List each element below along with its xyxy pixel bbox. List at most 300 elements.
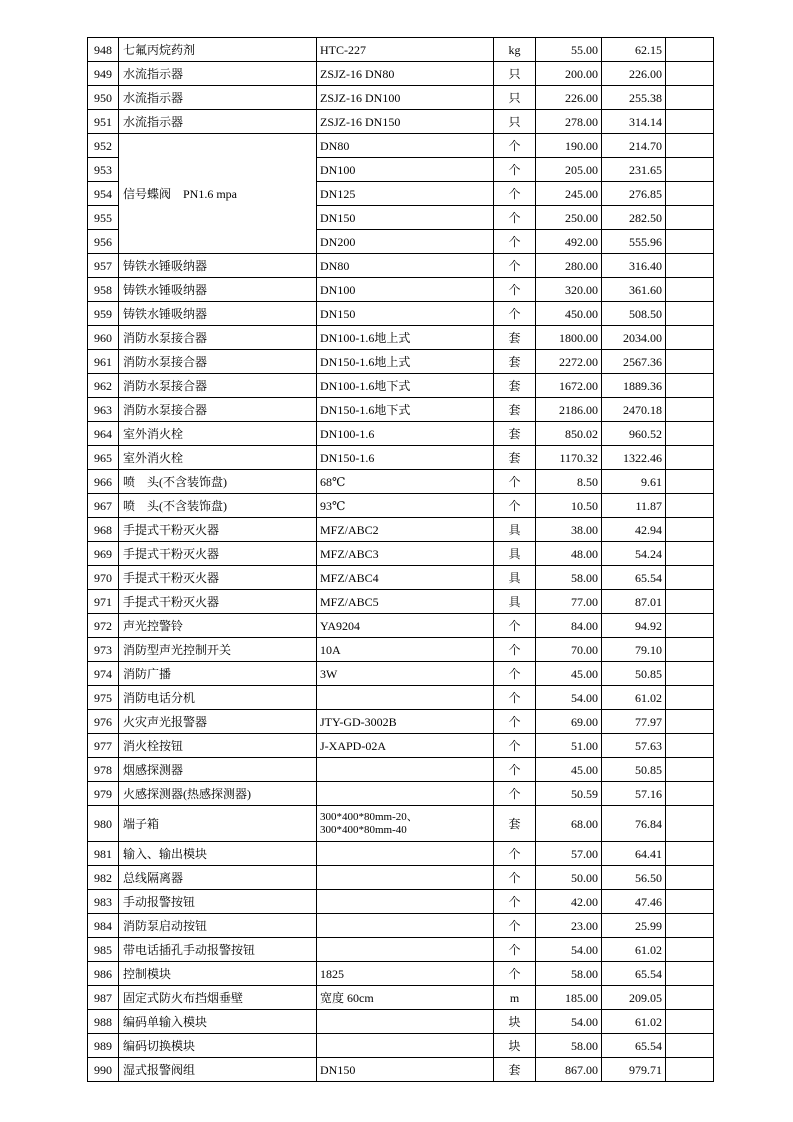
item-name: 消防电话分机 [119, 686, 317, 710]
item-name: 室外消火栓 [119, 446, 317, 470]
row-number: 960 [88, 326, 119, 350]
item-spec: DN150-1.6 [317, 446, 494, 470]
item-price: 45.00 [536, 758, 602, 782]
item-price: 200.00 [536, 62, 602, 86]
empty-cell [666, 158, 714, 182]
empty-cell [666, 422, 714, 446]
empty-cell [666, 842, 714, 866]
row-number: 949 [88, 62, 119, 86]
item-name: 带电话插孔手动报警按钮 [119, 938, 317, 962]
item-price-with-tax: 47.46 [602, 890, 666, 914]
item-price-with-tax: 77.97 [602, 710, 666, 734]
row-number: 969 [88, 542, 119, 566]
empty-cell [666, 134, 714, 158]
item-price-with-tax: 2470.18 [602, 398, 666, 422]
table-row [88, 470, 714, 494]
item-unit: 个 [494, 470, 536, 494]
item-name: 消防水泵接合器 [119, 350, 317, 374]
item-price: 45.00 [536, 662, 602, 686]
item-price-with-tax: 50.85 [602, 662, 666, 686]
row-number: 957 [88, 254, 119, 278]
row-number: 976 [88, 710, 119, 734]
item-price-with-tax: 979.71 [602, 1058, 666, 1082]
table-row [88, 686, 714, 710]
item-spec: MFZ/ABC2 [317, 518, 494, 542]
empty-cell [666, 962, 714, 986]
item-spec: 3W [317, 662, 494, 686]
item-spec: 宽度 60cm [317, 986, 494, 1010]
row-number: 964 [88, 422, 119, 446]
row-number: 974 [88, 662, 119, 686]
item-price: 10.50 [536, 494, 602, 518]
item-price: 54.00 [536, 1010, 602, 1034]
item-name: 手提式干粉灭火器 [119, 518, 317, 542]
item-price: 867.00 [536, 1058, 602, 1082]
item-spec: J-XAPD-02A [317, 734, 494, 758]
item-name: 室外消火栓 [119, 422, 317, 446]
empty-cell [666, 278, 714, 302]
item-unit: 个 [494, 758, 536, 782]
row-number: 982 [88, 866, 119, 890]
empty-cell [666, 110, 714, 134]
item-price: 70.00 [536, 638, 602, 662]
item-spec [317, 1010, 494, 1034]
item-unit: 个 [494, 662, 536, 686]
item-price: 68.00 [536, 806, 602, 842]
table-row [88, 1058, 714, 1082]
item-name: 手提式干粉灭火器 [119, 590, 317, 614]
empty-cell [666, 374, 714, 398]
empty-cell [666, 62, 714, 86]
item-name: 消防水泵接合器 [119, 398, 317, 422]
row-number: 977 [88, 734, 119, 758]
table-row [88, 398, 714, 422]
item-price: 320.00 [536, 278, 602, 302]
table-row [88, 326, 714, 350]
item-name: 火感探测器(热感探测器) [119, 782, 317, 806]
item-price-with-tax: 42.94 [602, 518, 666, 542]
item-spec: DN150-1.6地上式 [317, 350, 494, 374]
row-number: 966 [88, 470, 119, 494]
item-spec [317, 758, 494, 782]
table-row [88, 986, 714, 1010]
row-number: 990 [88, 1058, 119, 1082]
item-name: 铸铁水锤吸纳器 [119, 302, 317, 326]
item-price-with-tax: 65.54 [602, 1034, 666, 1058]
row-number: 952 [88, 134, 119, 158]
item-name: 铸铁水锤吸纳器 [119, 254, 317, 278]
item-price: 2272.00 [536, 350, 602, 374]
table-row [88, 374, 714, 398]
table-row [88, 254, 714, 278]
empty-cell [666, 38, 714, 62]
price-table-body [88, 38, 714, 1082]
item-spec [317, 890, 494, 914]
item-spec [317, 914, 494, 938]
item-unit: 个 [494, 914, 536, 938]
item-spec: 93℃ [317, 494, 494, 518]
item-price-with-tax: 2034.00 [602, 326, 666, 350]
item-price: 58.00 [536, 1034, 602, 1058]
row-number: 953 [88, 158, 119, 182]
item-spec: DN150 [317, 206, 494, 230]
table-row [88, 806, 714, 842]
row-number: 956 [88, 230, 119, 254]
item-price-with-tax: 57.16 [602, 782, 666, 806]
empty-cell [666, 734, 714, 758]
item-price: 50.00 [536, 866, 602, 890]
table-row [88, 302, 714, 326]
item-unit: 只 [494, 110, 536, 134]
item-price-with-tax: 361.60 [602, 278, 666, 302]
table-row [88, 734, 714, 758]
item-unit: 个 [494, 890, 536, 914]
item-name: 输入、输出模块 [119, 842, 317, 866]
table-row [88, 134, 714, 158]
item-price-with-tax: 50.85 [602, 758, 666, 782]
item-name: 声光控警铃 [119, 614, 317, 638]
item-spec: MFZ/ABC3 [317, 542, 494, 566]
item-unit: 具 [494, 590, 536, 614]
empty-cell [666, 518, 714, 542]
row-number: 979 [88, 782, 119, 806]
item-name: 湿式报警阀组 [119, 1058, 317, 1082]
item-name: 编码切换模块 [119, 1034, 317, 1058]
empty-cell [666, 182, 714, 206]
item-price-with-tax: 314.14 [602, 110, 666, 134]
row-number: 988 [88, 1010, 119, 1034]
row-number: 980 [88, 806, 119, 842]
item-spec: DN200 [317, 230, 494, 254]
table-row [88, 842, 714, 866]
item-price-with-tax: 9.61 [602, 470, 666, 494]
table-row [88, 86, 714, 110]
table-row [88, 914, 714, 938]
item-spec [317, 866, 494, 890]
row-number: 962 [88, 374, 119, 398]
item-price: 58.00 [536, 566, 602, 590]
item-price: 54.00 [536, 686, 602, 710]
item-unit: 套 [494, 806, 536, 842]
empty-cell [666, 350, 714, 374]
item-unit: 个 [494, 302, 536, 326]
item-name: 消防广播 [119, 662, 317, 686]
row-number: 986 [88, 962, 119, 986]
item-price-with-tax: 209.05 [602, 986, 666, 1010]
empty-cell [666, 782, 714, 806]
item-price: 450.00 [536, 302, 602, 326]
row-number: 965 [88, 446, 119, 470]
item-price-with-tax: 61.02 [602, 1010, 666, 1034]
item-price: 69.00 [536, 710, 602, 734]
table-row [88, 710, 714, 734]
item-name: 烟感探测器 [119, 758, 317, 782]
item-price: 185.00 [536, 986, 602, 1010]
item-unit: 个 [494, 842, 536, 866]
table-row [88, 542, 714, 566]
item-unit: 个 [494, 782, 536, 806]
item-spec: DN100-1.6 [317, 422, 494, 446]
item-name: 消防泵启动按钮 [119, 914, 317, 938]
row-number: 951 [88, 110, 119, 134]
item-unit: kg [494, 38, 536, 62]
item-name: 火灾声光报警器 [119, 710, 317, 734]
item-unit: 套 [494, 1058, 536, 1082]
empty-cell [666, 230, 714, 254]
item-spec: 68℃ [317, 470, 494, 494]
table-row [88, 350, 714, 374]
empty-cell [666, 662, 714, 686]
item-spec: 10A [317, 638, 494, 662]
row-number: 955 [88, 206, 119, 230]
item-name: 水流指示器 [119, 62, 317, 86]
empty-cell [666, 866, 714, 890]
item-spec: DN100 [317, 158, 494, 182]
item-price: 57.00 [536, 842, 602, 866]
item-spec: MFZ/ABC4 [317, 566, 494, 590]
item-price-with-tax: 61.02 [602, 686, 666, 710]
item-spec: YA9204 [317, 614, 494, 638]
item-spec [317, 782, 494, 806]
item-price-with-tax: 508.50 [602, 302, 666, 326]
empty-cell [666, 1034, 714, 1058]
item-unit: 个 [494, 686, 536, 710]
item-price-with-tax: 79.10 [602, 638, 666, 662]
item-spec: DN100 [317, 278, 494, 302]
empty-cell [666, 494, 714, 518]
item-price-with-tax: 64.41 [602, 842, 666, 866]
item-spec [317, 938, 494, 962]
item-price: 2186.00 [536, 398, 602, 422]
empty-cell [666, 254, 714, 278]
item-price: 8.50 [536, 470, 602, 494]
item-spec: HTC-227 [317, 38, 494, 62]
table-row [88, 1034, 714, 1058]
item-unit: 个 [494, 614, 536, 638]
item-price-with-tax: 62.15 [602, 38, 666, 62]
item-unit: 具 [494, 566, 536, 590]
item-price-with-tax: 76.84 [602, 806, 666, 842]
item-unit: 套 [494, 446, 536, 470]
item-unit: 套 [494, 326, 536, 350]
item-unit: 块 [494, 1034, 536, 1058]
price-table [87, 37, 714, 1082]
item-unit: 个 [494, 206, 536, 230]
empty-cell [666, 758, 714, 782]
item-spec: DN150 [317, 302, 494, 326]
item-spec: DN100-1.6地上式 [317, 326, 494, 350]
item-price: 58.00 [536, 962, 602, 986]
item-name: 水流指示器 [119, 110, 317, 134]
item-spec: DN80 [317, 254, 494, 278]
item-price: 850.02 [536, 422, 602, 446]
row-number: 948 [88, 38, 119, 62]
item-price-with-tax: 960.52 [602, 422, 666, 446]
empty-cell [666, 614, 714, 638]
item-unit: 套 [494, 350, 536, 374]
item-price-with-tax: 316.40 [602, 254, 666, 278]
empty-cell [666, 1058, 714, 1082]
table-row [88, 890, 714, 914]
item-unit: 套 [494, 398, 536, 422]
item-price: 280.00 [536, 254, 602, 278]
empty-cell [666, 302, 714, 326]
row-number: 961 [88, 350, 119, 374]
item-name: 铸铁水锤吸纳器 [119, 278, 317, 302]
item-name: 消火栓按钮 [119, 734, 317, 758]
item-name: 喷 头(不含装饰盘) [119, 494, 317, 518]
item-unit: m [494, 986, 536, 1010]
row-number: 978 [88, 758, 119, 782]
item-price-with-tax: 1322.46 [602, 446, 666, 470]
item-unit: 个 [494, 494, 536, 518]
item-name: 喷 头(不含装饰盘) [119, 470, 317, 494]
item-unit: 具 [494, 542, 536, 566]
item-price: 1170.32 [536, 446, 602, 470]
item-price: 250.00 [536, 206, 602, 230]
table-row [88, 638, 714, 662]
empty-cell [666, 398, 714, 422]
table-row [88, 962, 714, 986]
empty-cell [666, 638, 714, 662]
item-spec [317, 842, 494, 866]
item-price: 1672.00 [536, 374, 602, 398]
item-name: 消防水泵接合器 [119, 374, 317, 398]
table-row [88, 938, 714, 962]
item-unit: 个 [494, 638, 536, 662]
item-unit: 个 [494, 866, 536, 890]
row-number: 981 [88, 842, 119, 866]
table-row [88, 866, 714, 890]
item-price: 190.00 [536, 134, 602, 158]
empty-cell [666, 938, 714, 962]
item-price-with-tax: 25.99 [602, 914, 666, 938]
item-price-with-tax: 1889.36 [602, 374, 666, 398]
row-number: 971 [88, 590, 119, 614]
row-number: 989 [88, 1034, 119, 1058]
item-price: 55.00 [536, 38, 602, 62]
row-number: 975 [88, 686, 119, 710]
row-number: 984 [88, 914, 119, 938]
empty-cell [666, 914, 714, 938]
item-price-with-tax: 87.01 [602, 590, 666, 614]
item-price-with-tax: 11.87 [602, 494, 666, 518]
item-unit: 个 [494, 734, 536, 758]
empty-cell [666, 542, 714, 566]
item-price-with-tax: 214.70 [602, 134, 666, 158]
item-name: 手动报警按钮 [119, 890, 317, 914]
item-price-with-tax: 54.24 [602, 542, 666, 566]
table-row [88, 758, 714, 782]
table-row [88, 110, 714, 134]
item-price-with-tax: 65.54 [602, 962, 666, 986]
item-name: 七氟丙烷药剂 [119, 38, 317, 62]
empty-cell [666, 590, 714, 614]
item-name: 控制模块 [119, 962, 317, 986]
item-unit: 只 [494, 86, 536, 110]
item-name: 信号蝶阀 PN1.6 mpa [119, 134, 317, 254]
item-price-with-tax: 61.02 [602, 938, 666, 962]
item-name: 编码单输入模块 [119, 1010, 317, 1034]
item-unit: 只 [494, 62, 536, 86]
table-row [88, 518, 714, 542]
empty-cell [666, 1010, 714, 1034]
item-spec: DN100-1.6地下式 [317, 374, 494, 398]
row-number: 958 [88, 278, 119, 302]
item-unit: 个 [494, 254, 536, 278]
item-spec [317, 686, 494, 710]
item-price: 54.00 [536, 938, 602, 962]
item-price: 38.00 [536, 518, 602, 542]
item-spec: DN125 [317, 182, 494, 206]
table-row [88, 422, 714, 446]
item-name: 手提式干粉灭火器 [119, 542, 317, 566]
item-price: 50.59 [536, 782, 602, 806]
item-price: 205.00 [536, 158, 602, 182]
item-unit: 块 [494, 1010, 536, 1034]
table-row [88, 566, 714, 590]
item-unit: 个 [494, 134, 536, 158]
table-row [88, 614, 714, 638]
item-name: 总线隔离器 [119, 866, 317, 890]
empty-cell [666, 326, 714, 350]
item-price-with-tax: 282.50 [602, 206, 666, 230]
row-number: 983 [88, 890, 119, 914]
item-unit: 具 [494, 518, 536, 542]
item-price-with-tax: 555.96 [602, 230, 666, 254]
item-price: 226.00 [536, 86, 602, 110]
row-number: 985 [88, 938, 119, 962]
table-row [88, 62, 714, 86]
empty-cell [666, 206, 714, 230]
table-row [88, 38, 714, 62]
empty-cell [666, 686, 714, 710]
item-price-with-tax: 276.85 [602, 182, 666, 206]
item-price-with-tax: 65.54 [602, 566, 666, 590]
item-spec: MFZ/ABC5 [317, 590, 494, 614]
item-price: 77.00 [536, 590, 602, 614]
table-row [88, 278, 714, 302]
item-spec: 300*400*80mm-20、 300*400*80mm-40 [317, 806, 494, 842]
item-spec: ZSJZ-16 DN80 [317, 62, 494, 86]
empty-cell [666, 86, 714, 110]
item-price: 51.00 [536, 734, 602, 758]
empty-cell [666, 986, 714, 1010]
item-spec: DN150-1.6地下式 [317, 398, 494, 422]
empty-cell [666, 710, 714, 734]
item-unit: 套 [494, 374, 536, 398]
item-name: 水流指示器 [119, 86, 317, 110]
item-unit: 个 [494, 230, 536, 254]
item-spec: DN150 [317, 1058, 494, 1082]
table-row [88, 446, 714, 470]
item-spec [317, 1034, 494, 1058]
item-unit: 个 [494, 278, 536, 302]
item-price: 245.00 [536, 182, 602, 206]
item-unit: 个 [494, 182, 536, 206]
item-unit: 个 [494, 962, 536, 986]
table-row [88, 1010, 714, 1034]
row-number: 959 [88, 302, 119, 326]
empty-cell [666, 566, 714, 590]
item-name: 手提式干粉灭火器 [119, 566, 317, 590]
item-spec: ZSJZ-16 DN100 [317, 86, 494, 110]
row-number: 987 [88, 986, 119, 1010]
item-name: 端子箱 [119, 806, 317, 842]
row-number: 972 [88, 614, 119, 638]
item-unit: 个 [494, 158, 536, 182]
item-price: 1800.00 [536, 326, 602, 350]
